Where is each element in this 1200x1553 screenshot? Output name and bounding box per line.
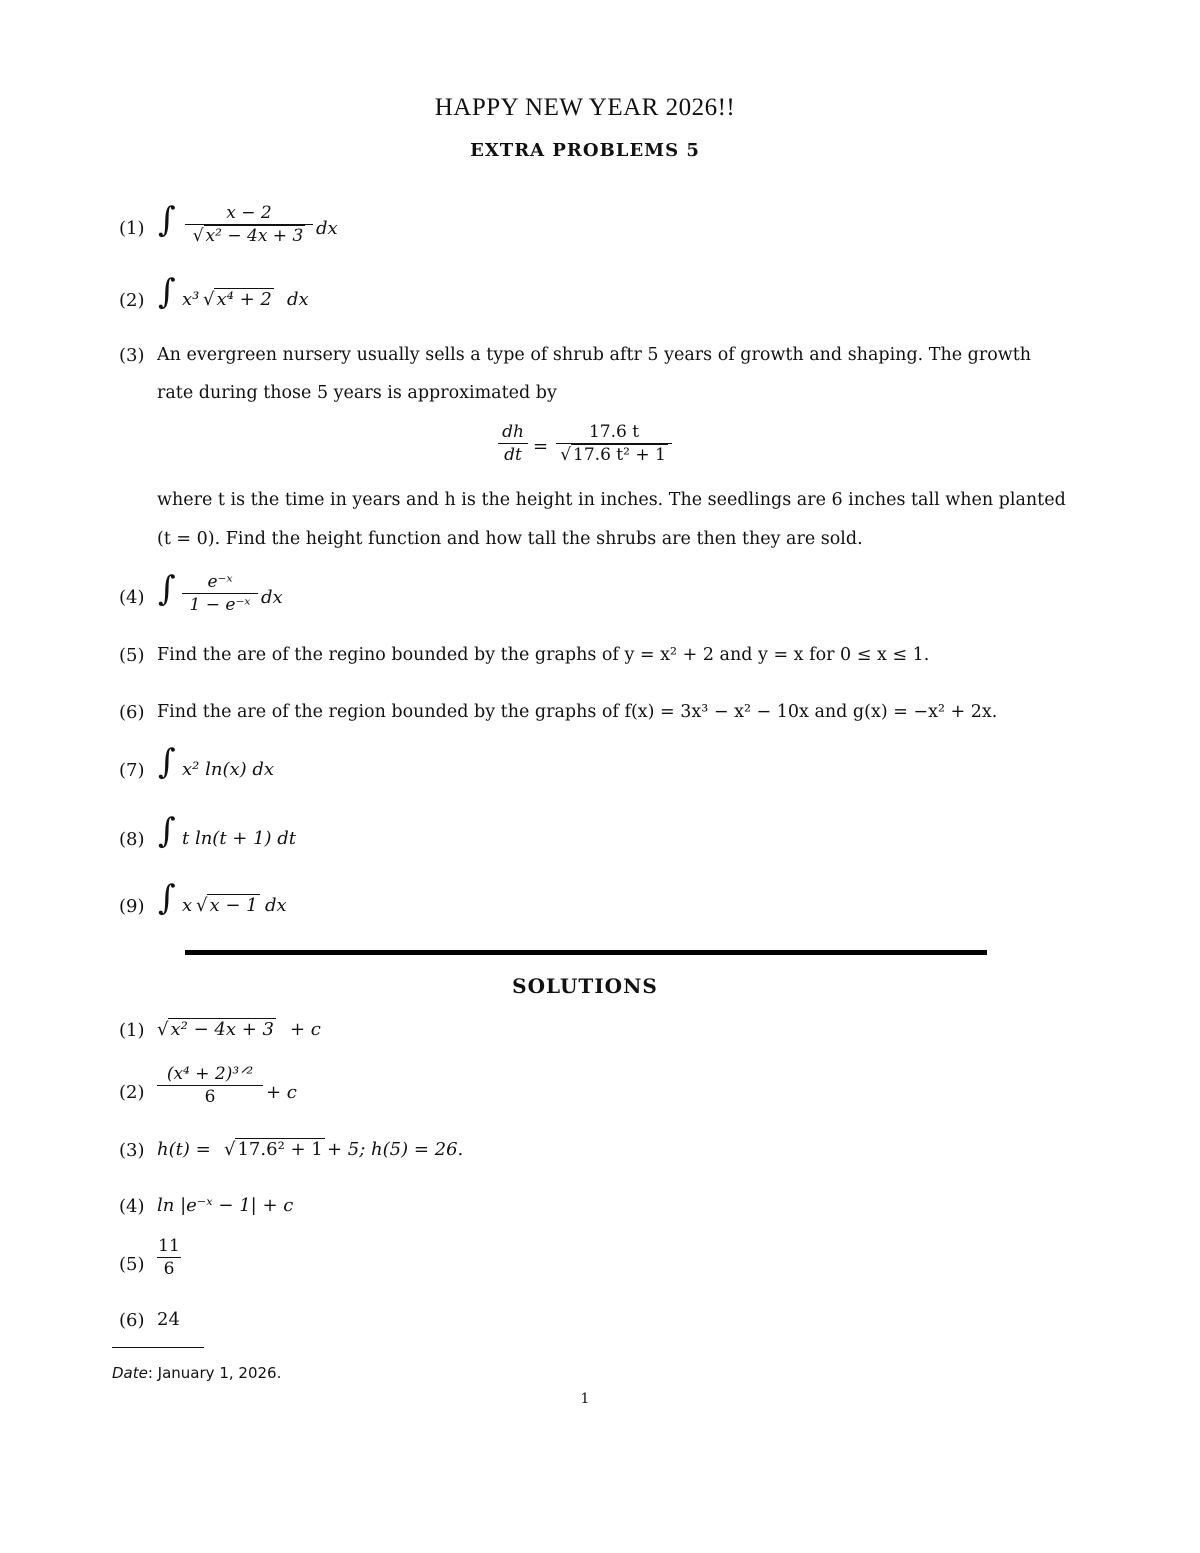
fraction-bar xyxy=(157,1257,181,1258)
solution-value: 24 xyxy=(157,1309,180,1330)
problem-text: Find the are of the region bounded by the graphs of f(x) = 3x³ − x² − 10x and g(x) = −x² + 2x. xyxy=(157,702,998,722)
radicand: x² − 4x + 3 xyxy=(205,226,304,246)
integral-sign: ∫ xyxy=(158,200,176,240)
fraction-bar xyxy=(157,1085,263,1086)
fraction-numerator: x − 2 xyxy=(226,203,272,223)
fraction-bar xyxy=(182,593,258,594)
solution-label: (3) xyxy=(119,1140,145,1161)
integral-sign: ∫ xyxy=(158,272,176,312)
differential: dx xyxy=(261,587,283,608)
derivative-fraction xyxy=(498,422,528,465)
differential: dx xyxy=(316,218,338,239)
sqrt-expression: √ 17.6² + 1 xyxy=(224,1139,323,1160)
integrand: t ln(t + 1) dt xyxy=(182,828,297,849)
function-lead: h(t) = xyxy=(157,1139,211,1160)
problem-label: (8) xyxy=(119,829,145,850)
fraction xyxy=(182,572,258,615)
integral-sign: ∫ xyxy=(158,878,176,918)
date-value: : January 1, 2026. xyxy=(147,1364,282,1382)
problem-text-line: rate during those 5 years is approximated by xyxy=(157,383,557,403)
radicand: 17.6² + 1 xyxy=(237,1139,323,1160)
solution-label: (2) xyxy=(119,1082,145,1103)
sqrt-expression: √ x² − 4x + 3 xyxy=(157,1019,274,1040)
problem-label: (4) xyxy=(119,587,145,608)
problem-label: (6) xyxy=(119,702,145,723)
solution-label: (5) xyxy=(119,1254,145,1275)
fraction-numerator: 17.6 t xyxy=(588,422,640,442)
fraction xyxy=(157,1236,181,1279)
fraction-denominator: √ x² − 4x + 3 xyxy=(192,226,304,246)
integrand-factor: x xyxy=(182,895,193,916)
problem-label: (3) xyxy=(119,345,145,366)
equals-sign: = xyxy=(533,436,549,457)
function-tail: + 5; h(5) = 26. xyxy=(327,1139,464,1160)
fraction xyxy=(157,1064,263,1107)
problem-text-line: An evergreen nursery usually sells a type of shrub aftr 5 years of growth and shaping. The growth xyxy=(157,345,1032,365)
problem-label: (7) xyxy=(119,760,145,781)
integral-sign: ∫ xyxy=(158,742,176,782)
constant-term: + c xyxy=(290,1019,321,1040)
page-number: 1 xyxy=(580,1391,590,1407)
fraction-denominator: √ 17.6 t² + 1 xyxy=(560,445,666,465)
fraction-numerator: e⁻ˣ xyxy=(207,572,233,592)
solution-label: (1) xyxy=(119,1020,145,1041)
footnote-rule xyxy=(112,1347,204,1348)
problem-text: Find the are of the regino bounded by the graphs of y = x² + 2 and y = x for 0 ≤ x ≤ 1. xyxy=(157,645,930,665)
integrand-factor: x³ xyxy=(182,289,200,310)
sqrt-expression: √ x − 1 xyxy=(196,895,258,916)
integral-sign: ∫ xyxy=(158,569,176,609)
page-subtitle: EXTRA PROBLEMS 5 xyxy=(470,140,700,161)
problem-label: (5) xyxy=(119,645,145,666)
integrand: x² ln(x) dx xyxy=(182,759,275,780)
fraction-numerator: (x⁴ + 2)³ᐟ² xyxy=(166,1064,254,1084)
differential: dx xyxy=(287,289,309,310)
problem-text-line: (t = 0). Find the height function and how tall the shrubs are then they are sold. xyxy=(157,529,863,549)
integral-sign: ∫ xyxy=(158,811,176,851)
fraction-numerator: 11 xyxy=(158,1236,180,1256)
fraction-bar xyxy=(498,443,528,444)
fraction-denominator: 6 xyxy=(163,1259,175,1279)
constant-term: + c xyxy=(266,1082,297,1103)
fraction-denominator: 1 − e⁻ˣ xyxy=(189,595,251,615)
differential: dx xyxy=(265,895,287,916)
footnote-date xyxy=(112,1364,281,1382)
radicand: x − 1 xyxy=(209,895,258,916)
sqrt-expression: √ x⁴ + 2 xyxy=(203,289,272,310)
radicand: x² − 4x + 3 xyxy=(170,1019,274,1040)
date-label: Date xyxy=(112,1364,148,1382)
solution-expression: ln |e⁻ˣ − 1| + c xyxy=(157,1195,294,1216)
solutions-title: SOLUTIONS xyxy=(512,974,658,998)
fraction-numerator: dh xyxy=(502,422,524,442)
fraction-denominator: 6 xyxy=(204,1087,216,1107)
problem-label: (2) xyxy=(119,290,145,311)
fraction-denominator: dt xyxy=(504,445,522,465)
radicand: 17.6 t² + 1 xyxy=(573,445,666,465)
solution-label: (6) xyxy=(119,1310,145,1331)
problem-text-line: where t is the time in years and h is the height in inches. The seedlings are 6 inches tall when planted xyxy=(157,490,1066,510)
solution-label: (4) xyxy=(119,1196,145,1217)
radicand: x⁴ + 2 xyxy=(216,289,272,310)
fraction xyxy=(185,203,313,246)
problem-label: (9) xyxy=(119,896,145,917)
rate-fraction xyxy=(556,422,672,465)
problem-label: (1) xyxy=(119,218,145,239)
page-title: HAPPY NEW YEAR 2026!! xyxy=(434,94,736,121)
section-divider xyxy=(185,950,987,955)
